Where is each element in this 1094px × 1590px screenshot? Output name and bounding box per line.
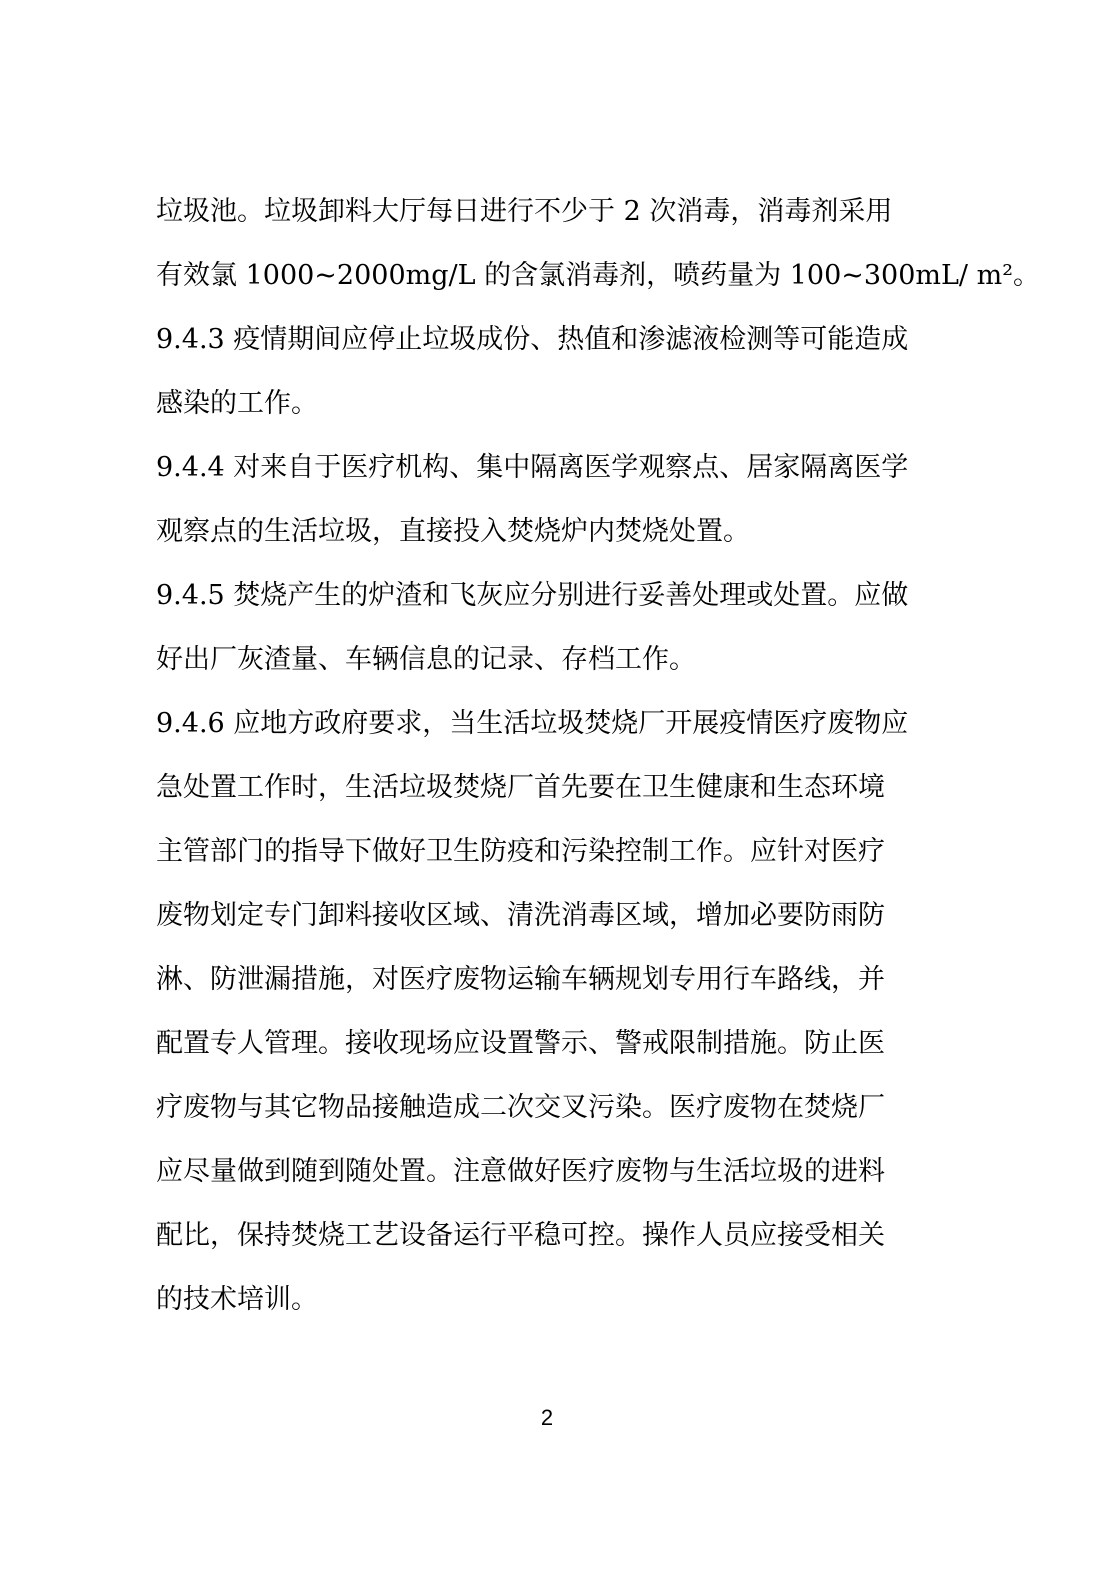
text-line: 疗废物与其它物品接触造成二次交叉污染。医疗废物在焚烧厂: [156, 1092, 885, 1123]
text-line: 配置专人管理。接收现场应设置警示、警戒限制措施。防止医: [156, 1028, 885, 1059]
text-line: 应尽量做到随到随处置。注意做好医疗废物与生活垃圾的进料: [156, 1156, 885, 1187]
text-line: 主管部门的指导下做好卫生防疫和污染控制工作。应针对医疗: [156, 836, 885, 867]
text-line: 9.4.5 焚烧产生的炉渣和飞灰应分别进行妥善处理或处置。应做: [156, 580, 909, 611]
page-number: 2: [540, 1405, 554, 1430]
text-line: 废物划定专门卸料接收区域、清洗消毒区域，增加必要防雨防: [156, 900, 885, 931]
text-line: 9.4.3 疫情期间应停止垃圾成份、热值和渗滤液检测等可能造成: [156, 324, 909, 355]
text-line: 9.4.6 应地方政府要求，当生活垃圾焚烧厂开展疫情医疗废物应: [156, 708, 909, 739]
text-line: 9.4.4 对来自于医疗机构、集中隔离医学观察点、居家隔离医学: [156, 452, 909, 483]
text-line: 的技术培训。: [156, 1284, 318, 1315]
body-text: [156, 180, 1041, 1332]
text-line: 好出厂灰渣量、车辆信息的记录、存档工作。: [156, 644, 696, 675]
text-line: 配比，保持焚烧工艺设备运行平稳可控。操作人员应接受相关: [156, 1220, 885, 1251]
text-line: 观察点的生活垃圾，直接投入焚烧炉内焚烧处置。: [156, 516, 750, 547]
text-line: 急处置工作时，生活垃圾焚烧厂首先要在卫生健康和生态环境: [156, 772, 885, 803]
text-line: 垃圾池。垃圾卸料大厅每日进行不少于 2 次消毒，消毒剂采用: [156, 196, 893, 227]
text-line: 有效氯 1000~2000mg/L 的含氯消毒剂，喷药量为 100~300mL/ m²。: [156, 260, 1041, 291]
text-line: 感染的工作。: [156, 388, 318, 419]
text-line: 淋、防泄漏措施，对医疗废物运输车辆规划专用行车路线，并: [156, 964, 885, 995]
